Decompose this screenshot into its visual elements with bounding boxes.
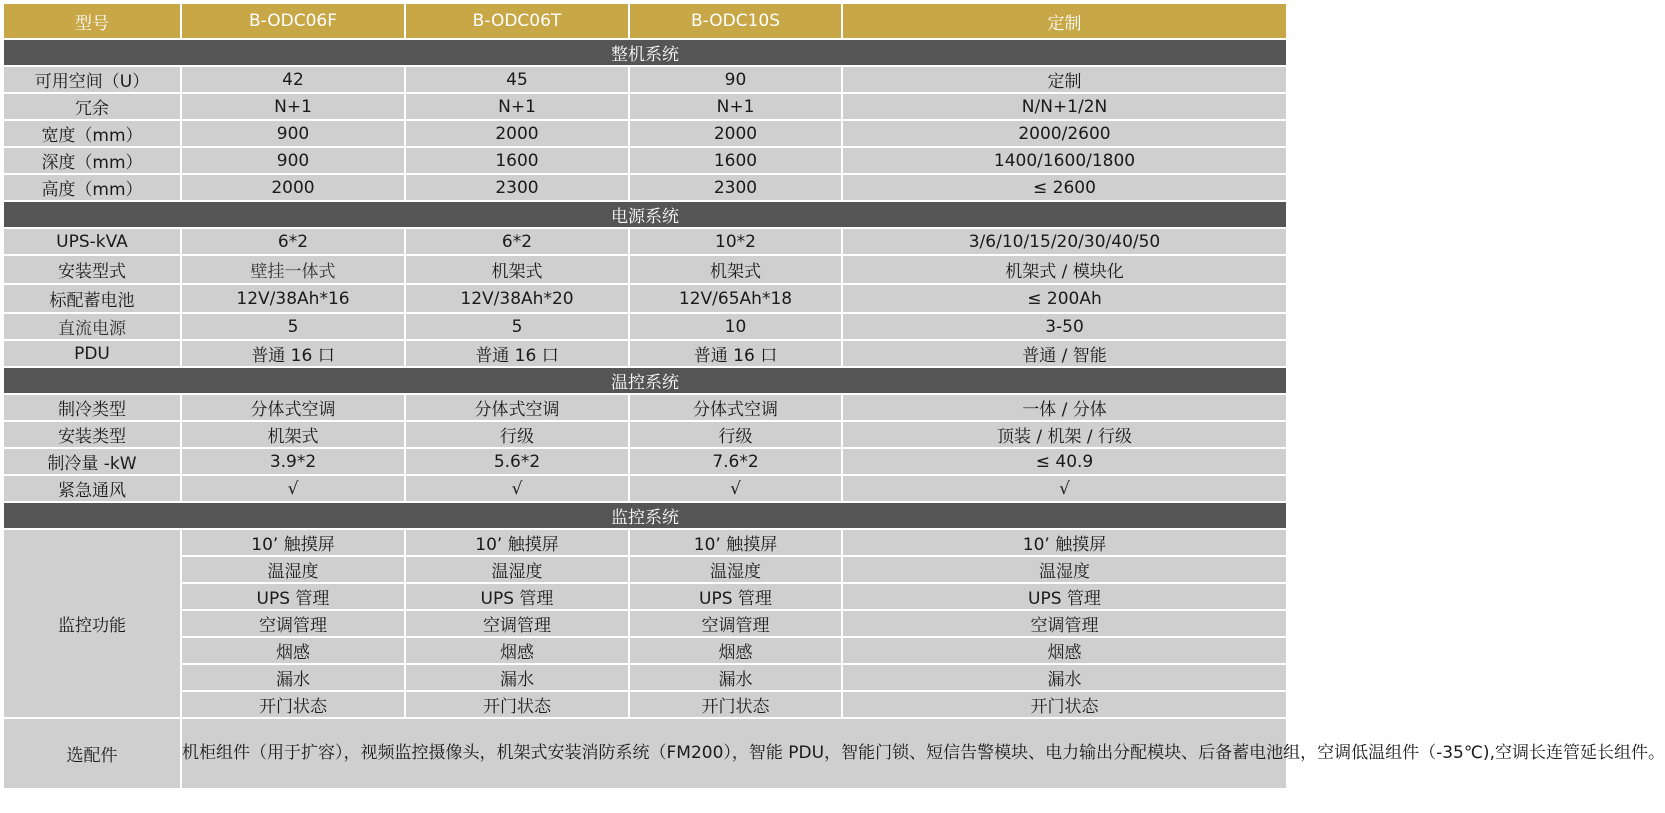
table-cell: 机架式 / 模块化 <box>842 255 1287 284</box>
table-cell: 2300 <box>405 174 629 201</box>
table-cell: 2000 <box>629 120 842 147</box>
section-header <box>3 201 1287 228</box>
section-title: 温控系统 <box>3 367 1287 394</box>
table-cell: 1600 <box>629 147 842 174</box>
table-row <box>3 255 1287 284</box>
table-row <box>3 93 1287 120</box>
table-row <box>3 284 1287 313</box>
table-cell: 漏水 <box>405 664 629 691</box>
row-label: 制冷类型 <box>3 394 181 421</box>
table-cell: 顶装 / 机架 / 行级 <box>842 421 1287 448</box>
table-cell: 机架式 <box>181 421 405 448</box>
row-label: 监控功能 <box>3 529 181 718</box>
table-cell: 漏水 <box>842 664 1287 691</box>
row-label: PDU <box>3 340 181 367</box>
table-cell: 10’ 触摸屏 <box>181 529 405 556</box>
table-cell: N+1 <box>181 93 405 120</box>
table-row <box>3 228 1287 255</box>
options-row <box>3 718 1287 789</box>
table-cell: 3.9*2 <box>181 448 405 475</box>
table-cell: 行级 <box>405 421 629 448</box>
table-cell: 10’ 触摸屏 <box>842 529 1287 556</box>
table-cell: UPS 管理 <box>405 583 629 610</box>
table-row <box>3 691 1287 718</box>
table-cell: 行级 <box>629 421 842 448</box>
table-cell: ≤ 200Ah <box>842 284 1287 313</box>
table-cell: 空调管理 <box>629 610 842 637</box>
table-cell: 6*2 <box>181 228 405 255</box>
table-row <box>3 66 1287 93</box>
table-cell: 900 <box>181 147 405 174</box>
table-row <box>3 556 1287 583</box>
table-row <box>3 120 1287 147</box>
table-cell: 漏水 <box>629 664 842 691</box>
table-cell: 12V/38Ah*20 <box>405 284 629 313</box>
options-text: 机柜组件（用于扩容），视频监控摄像头，机架式安装消防系统（FM200），智能 PDU，智能门锁、短信告警模块、电力输出分配模块、后备蓄电池组，空调低温组件（-35℃),空调长连管延长组件。 <box>181 718 1287 789</box>
row-label: 制冷量 -kW <box>3 448 181 475</box>
table-cell: 10 <box>629 313 842 340</box>
table-cell: ≤ 40.9 <box>842 448 1287 475</box>
table-row <box>3 340 1287 367</box>
table-cell: 壁挂一体式 <box>181 255 405 284</box>
table-cell: 分体式空调 <box>405 394 629 421</box>
table-cell: 5 <box>181 313 405 340</box>
table-cell: 3/6/10/15/20/30/40/50 <box>842 228 1287 255</box>
table-cell: 90 <box>629 66 842 93</box>
table-cell: 开门状态 <box>842 691 1287 718</box>
row-label: 冗余 <box>3 93 181 120</box>
table-cell: 45 <box>405 66 629 93</box>
table-cell: 12V/38Ah*16 <box>181 284 405 313</box>
table-cell: √ <box>842 475 1287 502</box>
header-model-4: 定制 <box>842 3 1287 39</box>
table-row <box>3 313 1287 340</box>
table-cell: 1400/1600/1800 <box>842 147 1287 174</box>
table-cell: 烟感 <box>842 637 1287 664</box>
table-row <box>3 529 1287 556</box>
table-cell: N/N+1/2N <box>842 93 1287 120</box>
header-model-label: 型号 <box>3 3 181 39</box>
spec-table <box>2 2 1665 790</box>
table-cell: N+1 <box>405 93 629 120</box>
table-cell: 10’ 触摸屏 <box>405 529 629 556</box>
table-cell: √ <box>181 475 405 502</box>
row-label: 可用空间（U） <box>3 66 181 93</box>
table-cell: 温湿度 <box>181 556 405 583</box>
table-cell: 12V/65Ah*18 <box>629 284 842 313</box>
section-header <box>3 39 1287 66</box>
table-cell: 1600 <box>405 147 629 174</box>
table-cell: 开门状态 <box>405 691 629 718</box>
table-row <box>3 394 1287 421</box>
table-row <box>3 610 1287 637</box>
table-cell: 漏水 <box>181 664 405 691</box>
table-cell: UPS 管理 <box>842 583 1287 610</box>
table-cell: √ <box>405 475 629 502</box>
table-cell: ≤ 2600 <box>842 174 1287 201</box>
table-cell: 3-50 <box>842 313 1287 340</box>
table-cell: 开门状态 <box>181 691 405 718</box>
row-label: UPS-kVA <box>3 228 181 255</box>
table-cell: 空调管理 <box>181 610 405 637</box>
table-row <box>3 475 1287 502</box>
table-cell: 烟感 <box>629 637 842 664</box>
row-label: 宽度（mm） <box>3 120 181 147</box>
table-cell: 温湿度 <box>842 556 1287 583</box>
table-cell: 烟感 <box>181 637 405 664</box>
table-cell: 普通 16 口 <box>629 340 842 367</box>
row-label: 深度（mm） <box>3 147 181 174</box>
table-cell: 机架式 <box>405 255 629 284</box>
table-cell: 2000 <box>181 174 405 201</box>
table-cell: 机架式 <box>629 255 842 284</box>
table-row <box>3 637 1287 664</box>
section-title: 整机系统 <box>3 39 1287 66</box>
header-row <box>3 3 1287 39</box>
row-label: 安装型式 <box>3 255 181 284</box>
table-cell: 烟感 <box>405 637 629 664</box>
table-cell: 10*2 <box>629 228 842 255</box>
table-cell: 空调管理 <box>405 610 629 637</box>
table-cell: 空调管理 <box>842 610 1287 637</box>
table-cell: 温湿度 <box>405 556 629 583</box>
section-header <box>3 367 1287 394</box>
row-label: 直流电源 <box>3 313 181 340</box>
table-cell: 2000/2600 <box>842 120 1287 147</box>
row-label: 选配件 <box>3 718 181 789</box>
row-label: 高度（mm） <box>3 174 181 201</box>
section-title: 电源系统 <box>3 201 1287 228</box>
table-row <box>3 448 1287 475</box>
table-cell: 一体 / 分体 <box>842 394 1287 421</box>
row-label: 紧急通风 <box>3 475 181 502</box>
row-label: 标配蓄电池 <box>3 284 181 313</box>
table-cell: 分体式空调 <box>629 394 842 421</box>
header-model-2: B-ODC06T <box>405 3 629 39</box>
table-cell: N+1 <box>629 93 842 120</box>
table-row <box>3 174 1287 201</box>
table-cell: 2000 <box>405 120 629 147</box>
table-cell: √ <box>629 475 842 502</box>
table-row <box>3 583 1287 610</box>
table-cell: 7.6*2 <box>629 448 842 475</box>
table-cell: 普通 16 口 <box>181 340 405 367</box>
table-cell: 900 <box>181 120 405 147</box>
table-cell: 温湿度 <box>629 556 842 583</box>
section-header <box>3 502 1287 529</box>
table-row <box>3 421 1287 448</box>
header-model-1: B-ODC06F <box>181 3 405 39</box>
table-cell: 6*2 <box>405 228 629 255</box>
table-row <box>3 664 1287 691</box>
header-model-3: B-ODC10S <box>629 3 842 39</box>
table-cell: UPS 管理 <box>629 583 842 610</box>
table-cell: 42 <box>181 66 405 93</box>
table-cell: UPS 管理 <box>181 583 405 610</box>
table-cell: 普通 / 智能 <box>842 340 1287 367</box>
table-cell: 5.6*2 <box>405 448 629 475</box>
table-cell: 分体式空调 <box>181 394 405 421</box>
table-cell: 开门状态 <box>629 691 842 718</box>
row-label: 安装类型 <box>3 421 181 448</box>
table-cell: 5 <box>405 313 629 340</box>
table-cell: 普通 16 口 <box>405 340 629 367</box>
table-cell: 10’ 触摸屏 <box>629 529 842 556</box>
table-cell: 2300 <box>629 174 842 201</box>
section-title: 监控系统 <box>3 502 1287 529</box>
table-cell: 定制 <box>842 66 1287 93</box>
table-row <box>3 147 1287 174</box>
